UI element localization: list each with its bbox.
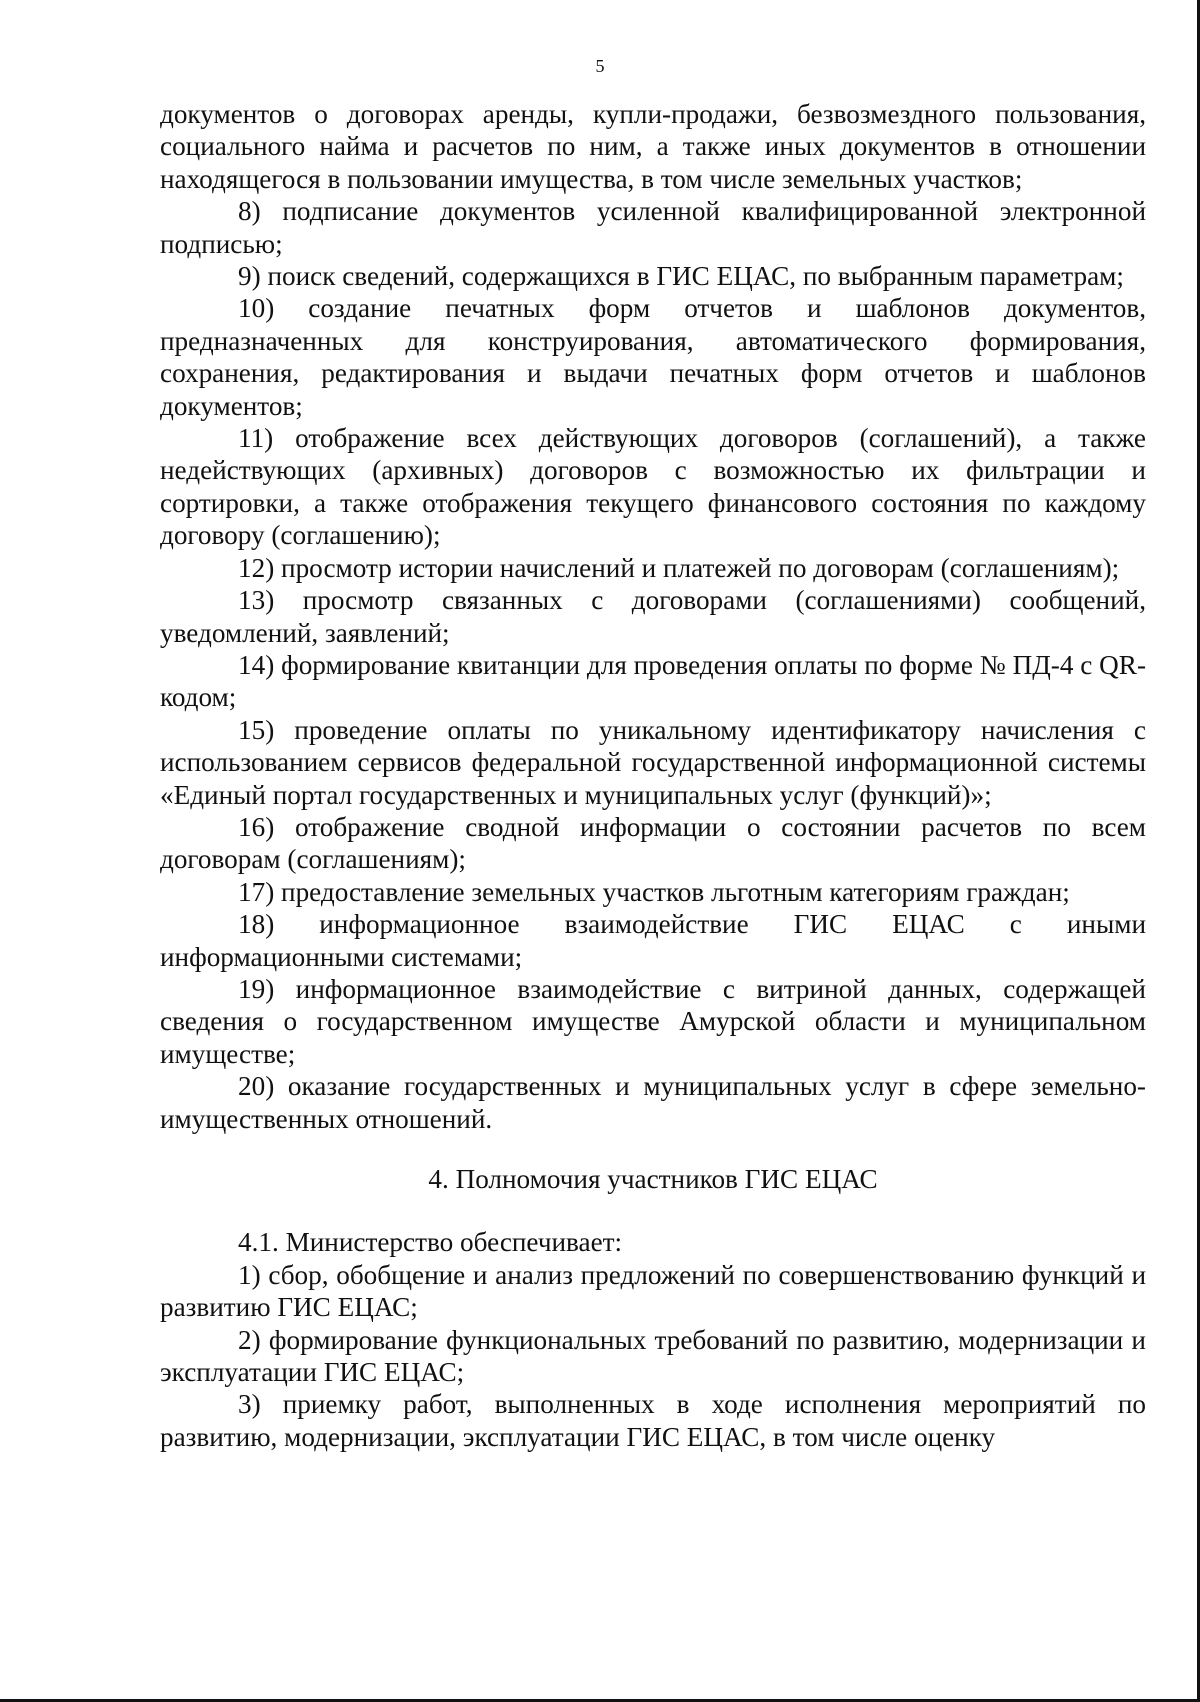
duty-item-2: 2) формирование функциональных требований по развитию, модернизации и эксплуатации ГИС ЕЦАС;	[160, 1324, 1146, 1388]
list-item-11: 11) отображение всех действующих договоров (соглашений), а также недействующих (архивных) договоров с возможностью их фильтрации и сортировки, а также отображения текущего финансового состояния по каждому договору (соглашению);	[160, 423, 1146, 551]
document-body	[160, 98, 1146, 1453]
list-item-19: 19) информационное взаимодействие с витриной данных, содержащей сведения о государственном имуществе Амурской области и муниципальном имуществе;	[160, 973, 1146, 1069]
duty-item-3: 3) приемку работ, выполненных в ходе исполнения мероприятий по развитию, модернизации, эксплуатации ГИС ЕЦАС, в том числе оценку	[160, 1389, 1146, 1452]
paragraph-continuation: документов о договорах аренды, купли-продажи, безвозмездного пользования, социального найма и расчетов по ним, а также иных документов в отношении находящегося в пользовании имущества, в том числе земельных участков;	[160, 99, 1146, 194]
list-item-12: 12) просмотр истории начислений и платежей по договорам (соглашениям);	[238, 552, 1120, 583]
subsection-4-1-intro: 4.1. Министерство обеспечивает:	[238, 1227, 623, 1258]
section-heading: 4. Полномочия участников ГИС ЕЦАС	[428, 1164, 878, 1194]
list-item-18: 18) информационное взаимодействие ГИС ЕЦАС с иными информационными системами;	[160, 909, 1146, 972]
list-item-17: 17) предоставление земельных участков льготным категориям граждан;	[238, 876, 1070, 907]
list-item-14: 14) формирование квитанции для проведения оплаты по форме № ПД-4 с QR-кодом;	[160, 649, 1146, 713]
list-item-15: 15) проведение оплаты по уникальному идентификатору начисления с использованием сервисов федеральной государственной информационной системы «Единый портал государственных и муниципальных услуг (функций)»;	[160, 714, 1146, 810]
list-item-10: 10) создание печатных форм отчетов и шаблонов документов, предназначенных для конструирования, автоматического формирования, сохранения, редактирования и выдачи печатных форм отчетов и шаблонов документов;	[160, 293, 1146, 421]
list-item-8: 8) подписание документов усиленной квалифицированной электронной подписью;	[160, 196, 1146, 259]
list-item-9: 9) поиск сведений, содержащихся в ГИС ЕЦАС, по выбранным параметрам;	[238, 261, 1124, 292]
list-item-13: 13) просмотр связанных с договорами (соглашениями) сообщений, уведомлений, заявлений;	[160, 585, 1146, 648]
list-item-20: 20) оказание государственных и муниципальных услуг в сфере земельно-имущественных отношений.	[160, 1071, 1146, 1134]
duty-item-1: 1) сбор, обобщение и анализ предложений по совершенствованию функций и развитию ГИС ЕЦАС;	[160, 1259, 1146, 1323]
page-number: 5	[595, 56, 605, 76]
list-item-16: 16) отображение сводной информации о состоянии расчетов по всем договорам (соглашениям);	[160, 811, 1146, 875]
